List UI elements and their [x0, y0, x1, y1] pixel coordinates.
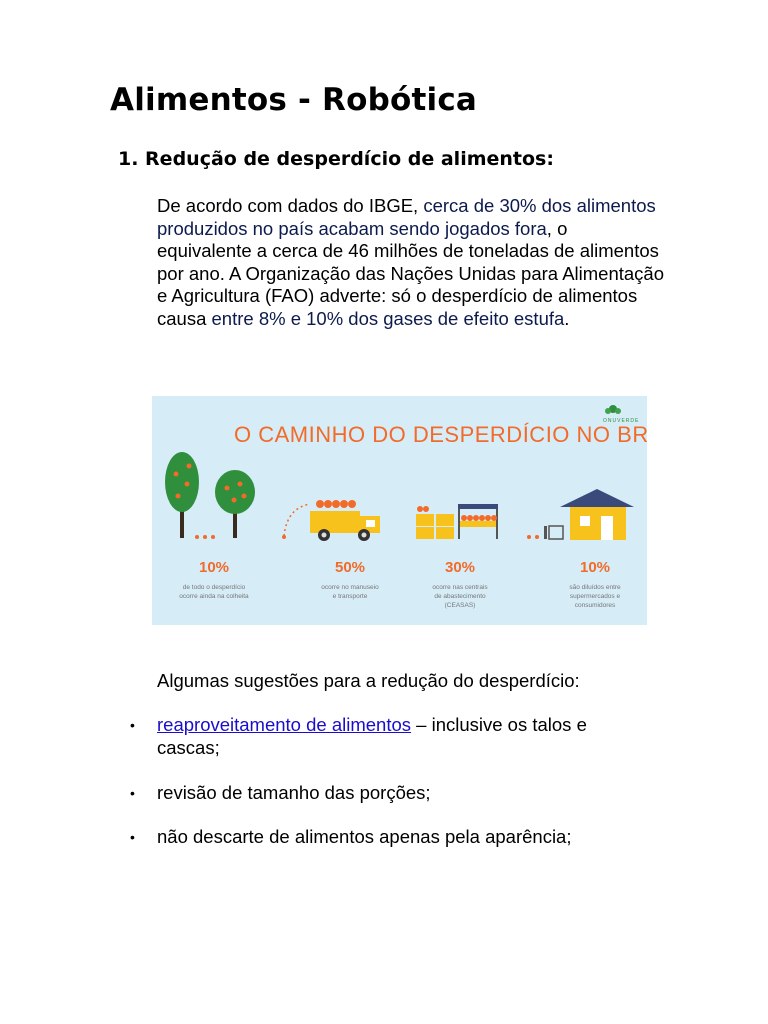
- stage-1-caption-line1: de todo o desperdício: [182, 584, 246, 591]
- bullet: •: [130, 828, 135, 845]
- list-item-text: – inclusive os talos e cascas;: [157, 714, 587, 758]
- stage-4-percent: 10%: [579, 559, 611, 576]
- stage-2: [321, 559, 379, 600]
- intro-paragraph: [157, 195, 667, 330]
- brand-name: ONUVERDE: [603, 418, 640, 424]
- document-title: Alimentos - Robótica: [110, 82, 478, 118]
- stage-3-caption-line2: de abastecimento: [434, 593, 486, 600]
- para-text-1: De acordo com dados do IBGE,: [157, 195, 424, 216]
- stage-3-percent: 30%: [444, 559, 476, 576]
- stage-3: [432, 559, 488, 609]
- stage-1-caption-line2: ocorre ainda na colheita: [179, 593, 249, 600]
- infographic-title: O CAMINHO DO DESPERDÍCIO NO BR: [234, 422, 647, 447]
- waste-infographic: [152, 396, 647, 625]
- section-heading: 1. Redução de desperdício de alimentos:: [118, 148, 554, 170]
- bullet: •: [130, 785, 135, 801]
- para-text-3: .: [564, 307, 570, 329]
- stage-1-percent: 10%: [198, 559, 230, 576]
- list-item: [130, 826, 650, 849]
- house-icon: [527, 489, 634, 540]
- crates-icon: [416, 504, 498, 539]
- stage-4: [569, 559, 621, 609]
- stage-4-caption-line3: consumidores: [574, 602, 616, 609]
- para-highlight-2: entre 8% e 10% dos gases de efeito estufa: [211, 307, 565, 329]
- suggestions-list: [130, 714, 650, 848]
- stage-1: [179, 559, 249, 600]
- para-text-2: , o equivalente a cerca de 46 milhões de toneladas de alimentos por ano. A Organização das Nações Unidas para Alimentação e Agricultura (FAO) adverte: só o desperdício de alimentos causa: [157, 217, 665, 329]
- trees-icon: [165, 452, 255, 539]
- truck-icon: [282, 500, 380, 541]
- infographic-svg: [152, 396, 647, 625]
- stage-2-caption-line2: e transporte: [332, 593, 368, 600]
- reaproveitamento-link[interactable]: reaproveitamento de alimentos: [157, 714, 412, 735]
- list-item-text: revisão de tamanho das porções;: [157, 782, 431, 803]
- stage-4-caption-line2: supermercados e: [569, 593, 621, 600]
- list-item: [130, 782, 650, 805]
- list-item-text: não descarte de alimentos apenas pela aparência;: [157, 825, 572, 847]
- stage-2-percent: 50%: [334, 559, 366, 576]
- stage-4-caption-line1: são diluídos entre: [569, 584, 621, 591]
- onuverde-logo: [603, 405, 639, 424]
- para-highlight-1: cerca de 30% dos alimentos produzidos no país acabam sendo jogados fora: [157, 195, 656, 239]
- stage-3-caption-line1: ocorre nas centrais: [432, 584, 488, 591]
- bullet: •: [130, 717, 135, 733]
- list-item: [130, 714, 650, 759]
- stage-2-caption-line1: ocorre no manuseio: [321, 584, 379, 591]
- suggestions-intro: Algumas sugestões para a redução do desperdício:: [157, 670, 580, 691]
- stage-3-caption-line3: (CEASAS): [444, 602, 476, 609]
